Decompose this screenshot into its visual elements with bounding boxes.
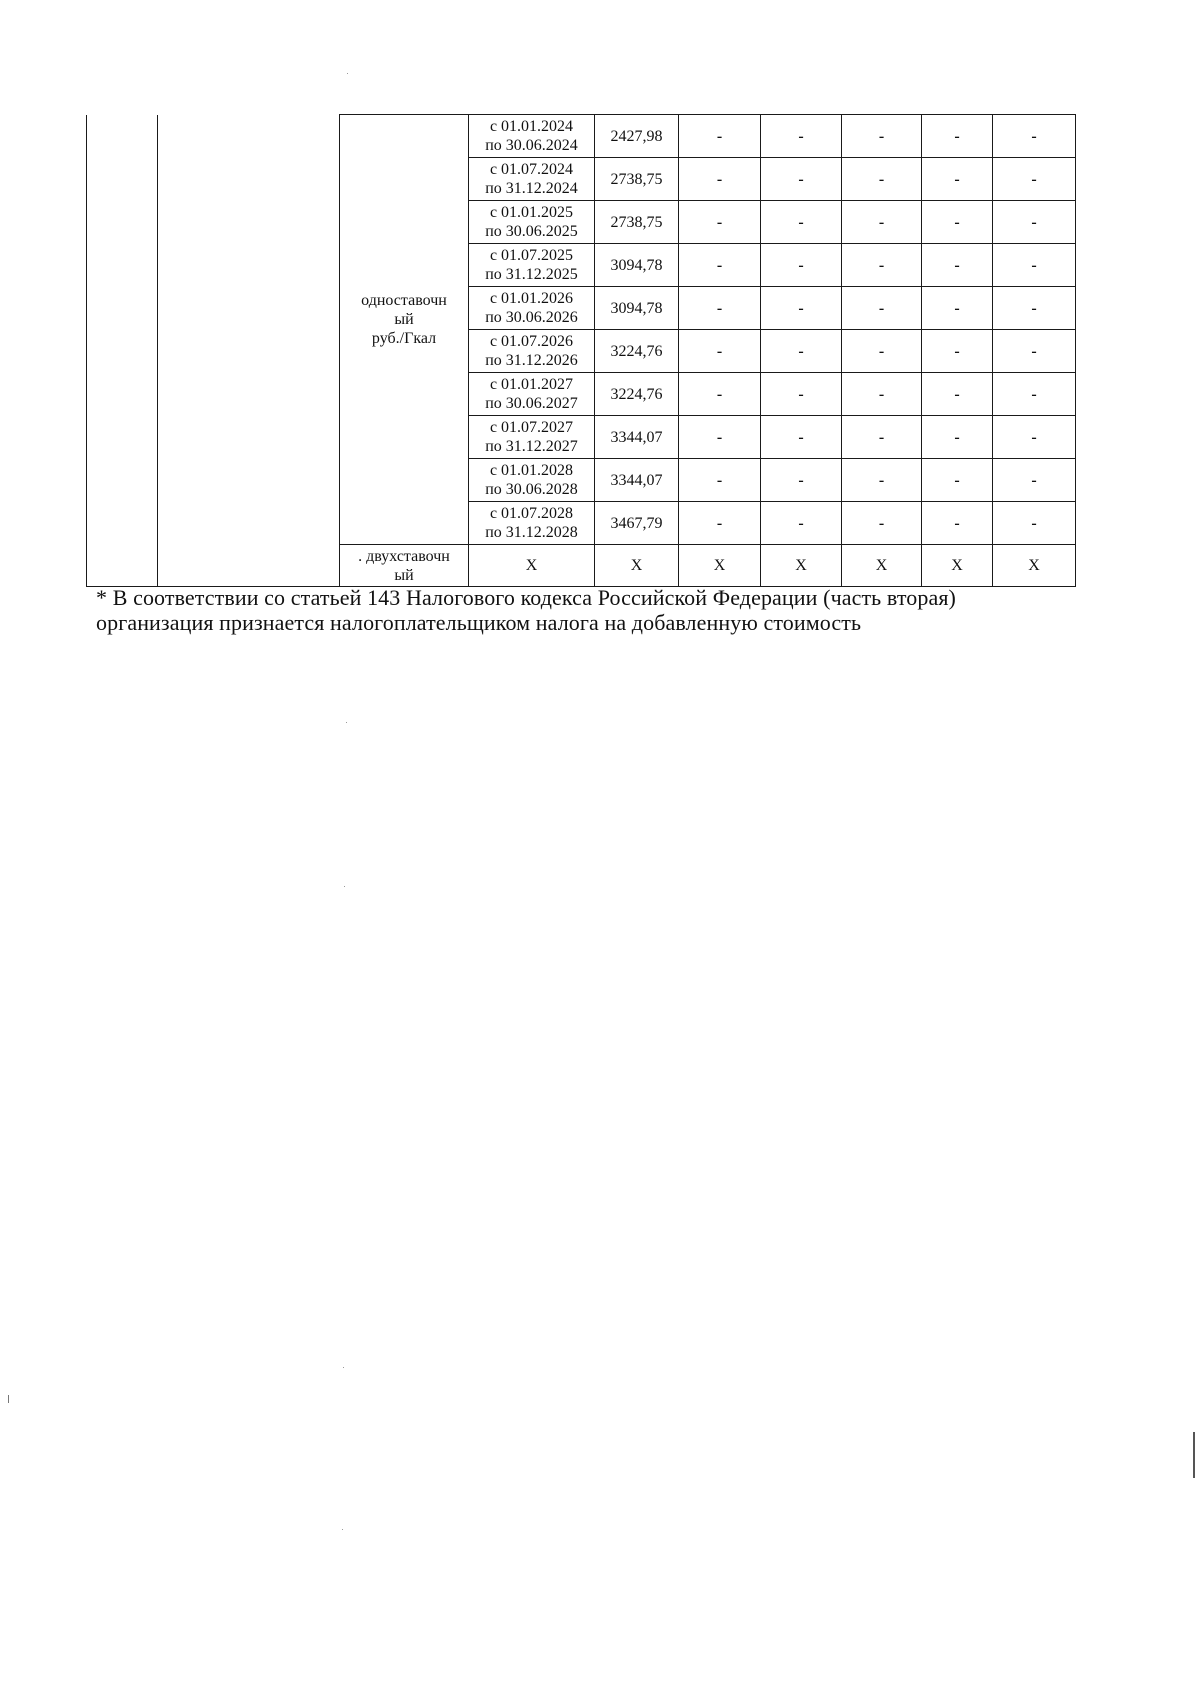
two-part-label-line: . двухставочн: [358, 547, 450, 565]
scan-speck: [344, 886, 345, 887]
period-cell: [469, 115, 595, 158]
dash-cell: -: [993, 373, 1076, 416]
period-cell: [469, 158, 595, 201]
dash-cell: -: [842, 416, 922, 459]
period-cell: [469, 244, 595, 287]
dash-cell: -: [922, 287, 993, 330]
dash-cell: -: [922, 330, 993, 373]
period-from: с 01.01.2025: [489, 204, 574, 221]
dash-cell: -: [761, 373, 842, 416]
dash-cell: -: [993, 416, 1076, 459]
period-from: с 01.01.2028: [489, 462, 574, 479]
x-cell: Х: [761, 545, 842, 587]
period-from: с 01.01.2026: [489, 290, 574, 307]
footnote-line: * В соответствии со статьей 143 Налогового кодекса Российской Федерации (часть вторая): [96, 585, 956, 610]
scan-speck: [8, 1395, 9, 1403]
tariff-value: 3224,76: [595, 373, 679, 416]
period-cell: [469, 373, 595, 416]
table-body: [87, 115, 1076, 587]
tariff-value: 2738,75: [595, 158, 679, 201]
dash-cell: -: [761, 330, 842, 373]
two-part-label-line: ый: [394, 566, 414, 584]
dash-cell: -: [842, 287, 922, 330]
dash-cell: -: [761, 416, 842, 459]
dash-cell: -: [993, 459, 1076, 502]
x-cell: Х: [993, 545, 1076, 587]
dash-cell: -: [922, 459, 993, 502]
dash-cell: -: [993, 244, 1076, 287]
x-cell: Х: [922, 545, 993, 587]
dash-cell: -: [679, 201, 761, 244]
tariff-type-line: руб./Гкал: [371, 330, 437, 347]
dash-cell: -: [679, 373, 761, 416]
period-to: по 31.12.2028: [485, 524, 578, 541]
dash-cell: -: [922, 416, 993, 459]
dash-cell: -: [761, 459, 842, 502]
period-to: по 31.12.2024: [485, 180, 578, 197]
dash-cell: -: [993, 201, 1076, 244]
dash-cell: -: [842, 115, 922, 158]
x-cell: Х: [469, 545, 595, 587]
period-from: с 01.01.2024: [489, 118, 574, 135]
period-from: с 01.07.2024: [489, 161, 574, 178]
dash-cell: -: [761, 244, 842, 287]
dash-cell: -: [922, 115, 993, 158]
scan-mark: [1193, 1432, 1195, 1478]
tariff-type-line: одноставочн: [361, 292, 447, 309]
x-cell: Х: [842, 545, 922, 587]
dash-cell: -: [922, 373, 993, 416]
dash-cell: -: [761, 115, 842, 158]
dash-cell: -: [993, 287, 1076, 330]
x-cell: Х: [679, 545, 761, 587]
table-row: [87, 115, 1076, 158]
blank-column-1: [87, 115, 158, 587]
period-cell: [469, 416, 595, 459]
tariff-type-cell: [340, 115, 469, 545]
dash-cell: -: [842, 201, 922, 244]
dash-cell: -: [679, 244, 761, 287]
dash-cell: -: [679, 115, 761, 158]
period-to: по 31.12.2025: [485, 266, 578, 283]
dash-cell: -: [993, 502, 1076, 545]
dash-cell: -: [842, 502, 922, 545]
period-cell: [469, 287, 595, 330]
blank-column-2: [158, 115, 340, 587]
dash-cell: -: [761, 287, 842, 330]
scan-speck: [346, 722, 347, 723]
scan-speck: [347, 73, 348, 74]
dash-cell: -: [922, 158, 993, 201]
tariff-value: 2738,75: [595, 201, 679, 244]
period-from: с 01.07.2027: [489, 419, 574, 436]
dash-cell: -: [842, 373, 922, 416]
period-from: с 01.07.2028: [489, 505, 574, 522]
dash-cell: -: [842, 459, 922, 502]
dash-cell: -: [922, 201, 993, 244]
period-to: по 30.06.2025: [485, 223, 578, 240]
dash-cell: -: [842, 330, 922, 373]
dash-cell: -: [679, 502, 761, 545]
tariff-value: 3094,78: [595, 244, 679, 287]
period-from: с 01.01.2027: [489, 376, 574, 393]
period-to: по 31.12.2027: [485, 438, 578, 455]
tariff-table: [86, 114, 1076, 587]
scan-speck: [342, 1529, 343, 1530]
tariff-value: 3467,79: [595, 502, 679, 545]
period-cell: [469, 201, 595, 244]
tariff-value: 3094,78: [595, 287, 679, 330]
two-part-tariff-label: [340, 545, 469, 587]
period-to: по 30.06.2028: [485, 481, 578, 498]
dash-cell: -: [842, 158, 922, 201]
tariff-value: 2427,98: [595, 115, 679, 158]
period-to: по 30.06.2027: [485, 395, 578, 412]
period-cell: [469, 330, 595, 373]
scan-speck: [343, 1367, 344, 1368]
period-cell: [469, 459, 595, 502]
dash-cell: -: [993, 330, 1076, 373]
footnote-line: организация признается налогоплательщиком налога на добавленную стоимость: [96, 610, 862, 635]
dash-cell: -: [761, 502, 842, 545]
period-from: с 01.07.2025: [489, 247, 574, 264]
dash-cell: -: [679, 416, 761, 459]
dash-cell: -: [993, 158, 1076, 201]
dash-cell: -: [761, 201, 842, 244]
dash-cell: -: [761, 158, 842, 201]
dash-cell: -: [922, 502, 993, 545]
dash-cell: -: [679, 459, 761, 502]
tariff-type-line: ый: [394, 311, 414, 328]
dash-cell: -: [842, 244, 922, 287]
period-from: с 01.07.2026: [489, 333, 574, 350]
dash-cell: -: [679, 158, 761, 201]
period-to: по 31.12.2026: [485, 352, 578, 369]
period-cell: [469, 502, 595, 545]
period-to: по 30.06.2024: [485, 137, 578, 154]
x-cell: Х: [595, 545, 679, 587]
dash-cell: -: [922, 244, 993, 287]
dash-cell: -: [679, 330, 761, 373]
period-to: по 30.06.2026: [485, 309, 578, 326]
tariff-value: 3344,07: [595, 416, 679, 459]
dash-cell: -: [679, 287, 761, 330]
tariff-value: 3224,76: [595, 330, 679, 373]
tariff-value: 3344,07: [595, 459, 679, 502]
dash-cell: -: [993, 115, 1076, 158]
footnote: [96, 585, 1096, 635]
